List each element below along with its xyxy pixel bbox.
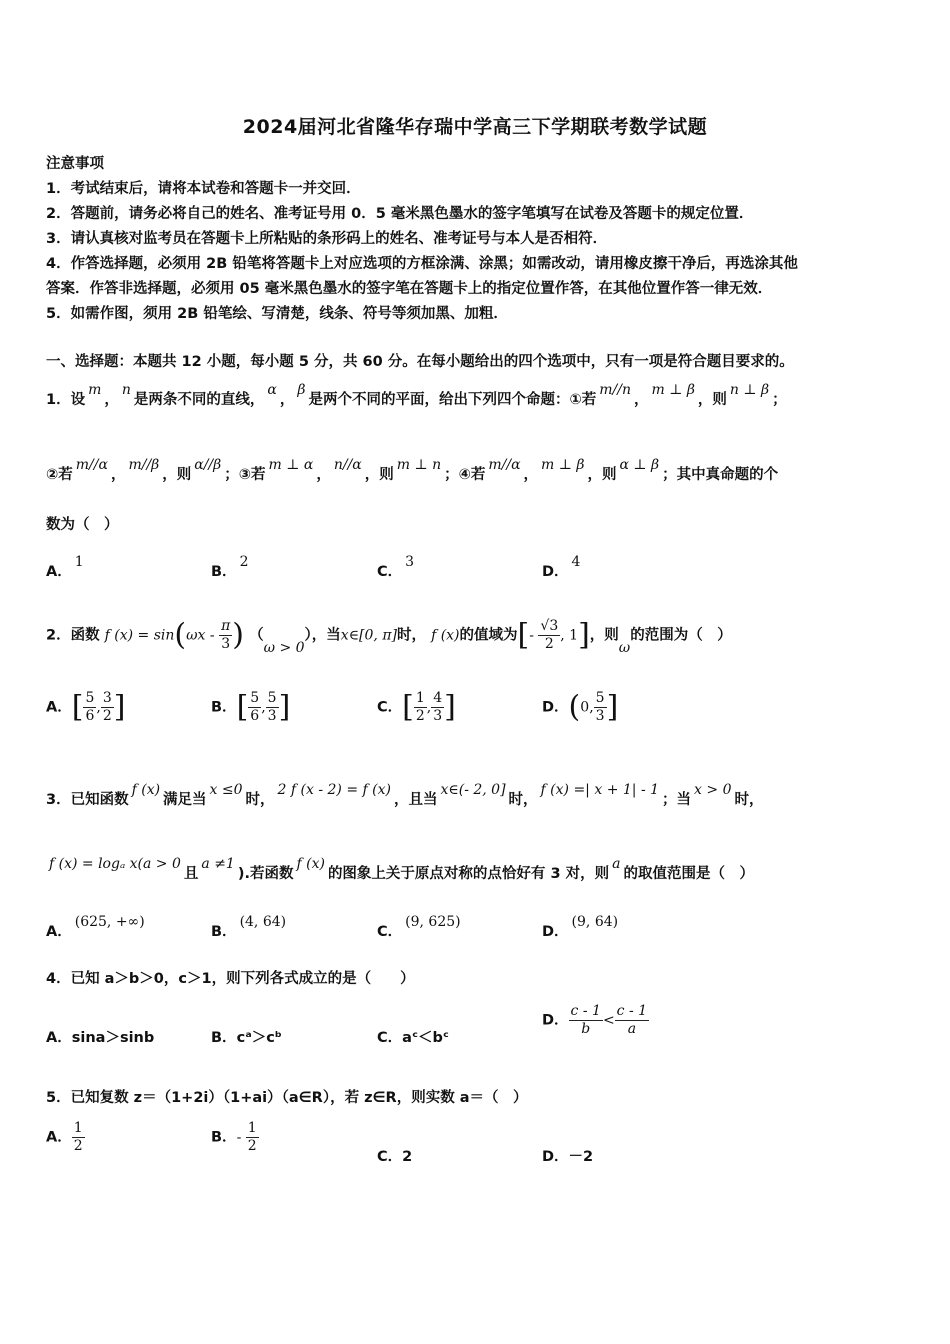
q4-option-a[interactable]: A．sina＞sinb [46,1030,155,1046]
q2-option-d[interactable]: D．(0, $\frac{5}{3}$ ] [542,689,619,725]
q3-option-a[interactable]: A．(625, +∞) [46,914,145,940]
q1-line-1: 1．设m，n是两条不同的直线，α，β是两个不同的平面，给出下列四个命题：①若m//n，m ⊥ β，则n ⊥ β； [46,382,787,408]
q3-option-b[interactable]: B．(4, 64) [211,914,287,940]
q2-option-c[interactable]: C．[ $\frac{1}{2}$ , $\frac{4}{3}$ ] [377,689,456,725]
sqrt3-over-2-fraction: $\frac{√3}{2}$ [540,618,559,652]
q3-line-2: f (x) = logₐ x(a > 0且a ≠1).若函数f (x)的图象上关于原点对称的点恰好有 3 对，则a的取值范围是（ ） [49,856,754,882]
q1-line-2: ②若m//α，m//β，则α//β；③若m ⊥ α，n//α，则m ⊥ n；④若m//α，m ⊥ β，则α ⊥ β；其中真命题的个 [46,457,779,483]
note-item: 2．答题前，请务必将自己的姓名、准考证号用 0．5 毫米黑色墨水的签字笔填写在试卷及答题卡的规定位置． [46,206,754,222]
notes-block [46,152,916,327]
q1-option-b[interactable]: B．2 [211,554,249,580]
q5-option-b[interactable]: B．- $\frac{1}{2}$ [211,1120,257,1154]
q3-line-1: 3．已知函数f (x)满足当x ≤0时，2 f (x - 2) = f (x)，且当x∈(- 2, 0]时，f (x) =| x + 1| - 1；当x > 0时， [46,782,764,808]
note-item: 答案．作答非选择题，必须用 05 毫米黑色墨水的签字笔在答题卡上的指定位置作答，在其他位置作答一律无效． [46,281,773,297]
q2-stem: 2．函数 f (x) = sin(ωx - $\frac{\pi}{3}$ ) （ω > 0），当x∈[0, π]时， f (x)的值域为[- $\frac{√3}{2}$ , 1]，则ω的范围为（ ） [46,617,732,656]
q5-option-a[interactable]: A． $\frac{1}{2}$ [46,1120,83,1154]
q1-line-3: 数为（ ） [46,517,119,533]
q5-option-d[interactable]: D．－2 [542,1149,594,1165]
q1-option-c[interactable]: C．3 [377,554,415,580]
q4-option-c[interactable]: C．aᶜ＜bᶜ [377,1030,449,1046]
note-item: 5．如需作图，须用 2B 铅笔绘、写清楚，线条、符号等须加黑、加粗． [46,306,508,322]
page-title: 2024届河北省隆华存瑞中学高三下学期联考数学试题 [242,116,708,138]
section-heading: 一、选择题：本题共 12 小题，每小题 5 分，共 60 分。在每小题给出的四个选项中，只有一项是符合题目要求的。 [46,354,794,370]
q1-option-d[interactable]: D．4 [542,554,581,580]
q4-stem: 4．已知 a＞b＞0，c＞1，则下列各式成立的是（ ） [46,971,415,987]
note-item: 4．作答选择题，必须用 2B 铅笔将答题卡上对应选项的方框涂满、涂黑；如需改动，请用橡皮擦干净后，再选涂其他 [46,256,798,272]
q5-stem: 5．已知复数 z＝（1+2i）（1+ai）（a∈R），若 z∈R，则实数 a＝（ ） [46,1090,528,1106]
q1-option-a[interactable]: A．1 [46,554,84,580]
q4-option-b[interactable]: B．cᵃ＞cᵇ [211,1030,282,1046]
q3-option-c[interactable]: C．(9, 625) [377,914,461,940]
q4-option-d[interactable]: D． $\frac{c - 1}{b}$ < $\frac{c - 1}{a}$ [542,1003,648,1037]
note-item: 3．请认真核对监考员在答题卡上所粘贴的条形码上的姓名、准考证号与本人是否相符． [46,231,608,247]
pi-over-3-fraction: $\frac{\pi}{3}$ [221,618,231,652]
q5-option-c[interactable]: C．2 [377,1149,413,1165]
q3-option-d[interactable]: D．(9, 64) [542,914,619,940]
q2-option-a[interactable]: A．[ $\frac{5}{6}$ , $\frac{3}{2}$ ] [46,689,126,725]
note-item: 1．考试结束后，请将本试卷和答题卡一并交回． [46,181,361,197]
q2-option-b[interactable]: B．[ $\frac{5}{6}$ , $\frac{5}{3}$ ] [211,689,291,725]
notes-heading: 注意事项 [46,156,104,172]
